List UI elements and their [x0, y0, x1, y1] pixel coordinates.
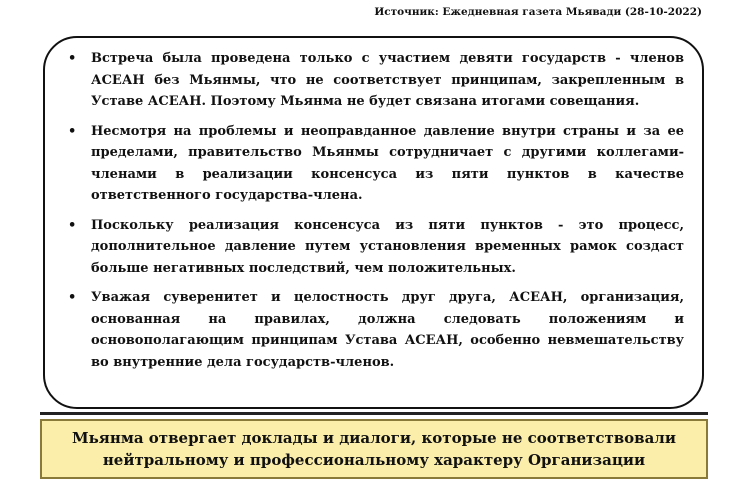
- bullet-item: [65, 48, 684, 113]
- bullet-text: Поскольку реализация консенсуса из пяти пунктов - это процесс, дополнительное давление путем установления временных рамок создаст больше негативных последствий, чем положительных.: [91, 217, 684, 276]
- source-caption: Источник: Ежедневная газета Мьявади (28-10-2022): [374, 6, 702, 18]
- bullet-text: Несмотря на проблемы и неоправданное давление внутри страны и за ее пределами, правительство Мьянмы сотрудничает с другими коллегами-членами в реализации консенсуса из пяти пунктов в качестве ответственного государства-члена.: [91, 123, 684, 203]
- bullet-item: [65, 121, 684, 207]
- highlight-banner: [40, 419, 708, 479]
- bullet-list: [65, 48, 684, 373]
- section-divider: [40, 412, 708, 415]
- bullet-icon: •: [68, 290, 77, 305]
- bullet-item: [65, 287, 684, 373]
- bullet-icon: •: [68, 51, 77, 66]
- bullet-item: [65, 215, 684, 280]
- highlight-text: Мьянма отвергает доклады и диалоги, которые не соответствовали нейтральному и профессиональному характеру Организации: [71, 429, 677, 469]
- bullet-icon: •: [68, 217, 77, 233]
- bullet-text: Встреча была проведена только с участием девяти государств - членов АСЕАН без Мьянмы, что не соответствует принципам, закрепленным в Уставе АСЕАН. Поэтому Мьянма не будет связана итогами совещания.: [91, 51, 684, 109]
- bullet-icon: •: [68, 123, 77, 139]
- bullet-text: Уважая суверенитет и целостность друг друга, АСЕАН, организация, основанная на правилах, должна следовать положениям и основополагающим принципам Устава АСЕАН, особенно невмешательству во внутренние дела государств-членов.: [91, 290, 684, 370]
- bullet-panel: [43, 36, 704, 409]
